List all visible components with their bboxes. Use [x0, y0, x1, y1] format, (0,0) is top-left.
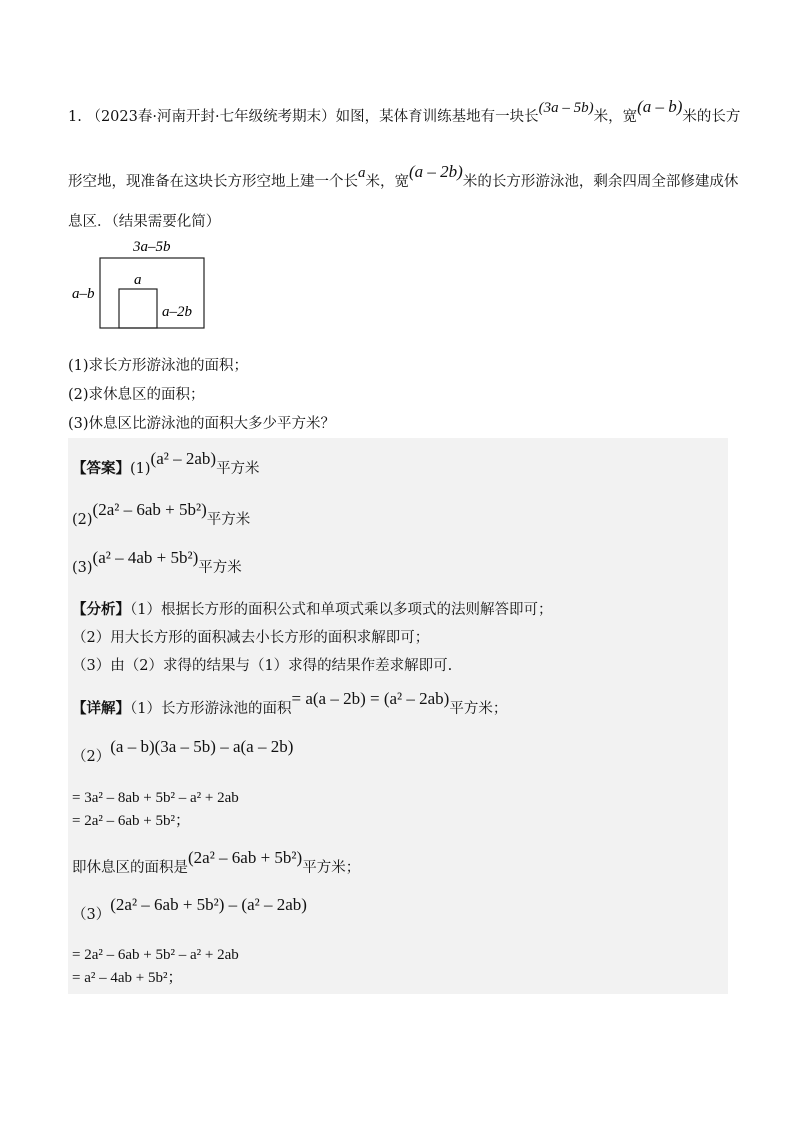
detail-2-step-1: = 3a² – 8ab + 5b² – a² + 2ab	[72, 790, 239, 806]
detail-1-expression: = a(a – 2b) = (a² – 2ab)	[291, 689, 450, 708]
problem-line-2	[68, 162, 739, 192]
question-3: (3)休息区比游泳池的面积大多少平方米？	[68, 416, 336, 432]
answer-2-expression: (2a² – 6ab + 5b²)	[92, 500, 207, 519]
label-length: 3a–5b	[133, 239, 171, 255]
answer-unit: 平方米	[216, 461, 260, 477]
label-pool-length: a	[134, 272, 142, 288]
analysis-line-2: （2）用大长方形的面积减去小长方形的面积求解即可；	[72, 630, 430, 646]
detail-prefix: （2）	[72, 749, 111, 765]
question-1: (1)求长方形游泳池的面积；	[68, 358, 249, 374]
problem-number: 1.	[68, 109, 82, 125]
detail-2-step-2: = 2a² – 6ab + 5b²；	[72, 813, 190, 829]
length-expression: (3a – 5b)	[538, 100, 594, 116]
detail-line-2	[72, 737, 294, 767]
answer-1-expression: (a² – 2ab)	[150, 449, 217, 468]
problem-text: 米，宽	[365, 174, 409, 190]
answer-line-1	[72, 449, 260, 479]
analysis-line-1	[72, 600, 552, 620]
detail-prefix: （3）	[72, 907, 111, 923]
answer-line-3	[72, 548, 242, 578]
rectangle-diagram	[60, 236, 220, 336]
detail-3-step-1: = 2a² – 6ab + 5b² – a² + 2ab	[72, 947, 239, 963]
width-expression: (a – b)	[637, 97, 683, 116]
problem-text: 米，宽	[593, 109, 638, 125]
pool-width-expression: (a – 2b)	[409, 162, 463, 181]
detail-conclusion	[72, 848, 361, 878]
problem-text: 米的长方形游泳池，剩余四周全部修建成休	[462, 174, 739, 190]
detail-3-expression: (2a² – 6ab + 5b²) – (a² – 2ab)	[110, 895, 307, 914]
problem-source: （2023春·河南开封·七年级统考期末）	[86, 109, 336, 125]
analysis-label: 【分析】	[72, 601, 130, 618]
detail-line-3	[72, 895, 307, 925]
answer-label: 【答案】	[72, 460, 130, 477]
pool-rectangle	[119, 289, 157, 328]
problem-line-3: 息区．（结果需要化简）	[68, 214, 221, 230]
detail-unit: 平方米；	[449, 701, 508, 717]
detail-unit: 平方米；	[302, 860, 361, 876]
detail-2-expression: (a – b)(3a – 5b) – a(a – 2b)	[110, 737, 294, 756]
problem-text: 米的长方	[682, 109, 741, 125]
analysis-text: （1）根据长方形的面积公式和单项式乘以多项式的法则解答即可；	[130, 602, 553, 618]
problem-line-1	[68, 97, 741, 127]
answer-unit: 平方米	[198, 560, 242, 576]
detail-text: （1）长方形游泳池的面积	[130, 701, 292, 717]
detail-conclusion-expression: (2a² – 6ab + 5b²)	[188, 848, 303, 867]
answer-line-2	[72, 500, 251, 530]
detail-line-1	[72, 689, 508, 719]
label-pool-width: a–2b	[162, 304, 192, 320]
question-2: (2)求休息区的面积；	[68, 387, 205, 403]
answer-prefix: (3)	[72, 560, 93, 576]
analysis-line-3: （3）由（2）求得的结果与（1）求得的结果作差求解即可.	[72, 658, 453, 674]
answer-3-expression: (a² – 4ab + 5b²)	[92, 548, 199, 567]
problem-text: 如图，某体育训练基地有一块长	[335, 109, 539, 125]
answer-unit: 平方米	[206, 512, 251, 528]
detail-label: 【详解】	[72, 700, 130, 717]
detail-3-step-2: = a² – 4ab + 5b²；	[72, 970, 183, 986]
answer-prefix: (2)	[72, 512, 93, 528]
pool-length: a	[358, 165, 366, 181]
problem-text: 形空地，现准备在这块长方形空地上建一个长	[68, 174, 358, 190]
answer-prefix: (1)	[130, 461, 151, 477]
detail-text: 即休息区的面积是	[72, 860, 188, 876]
label-width: a–b	[72, 286, 95, 302]
